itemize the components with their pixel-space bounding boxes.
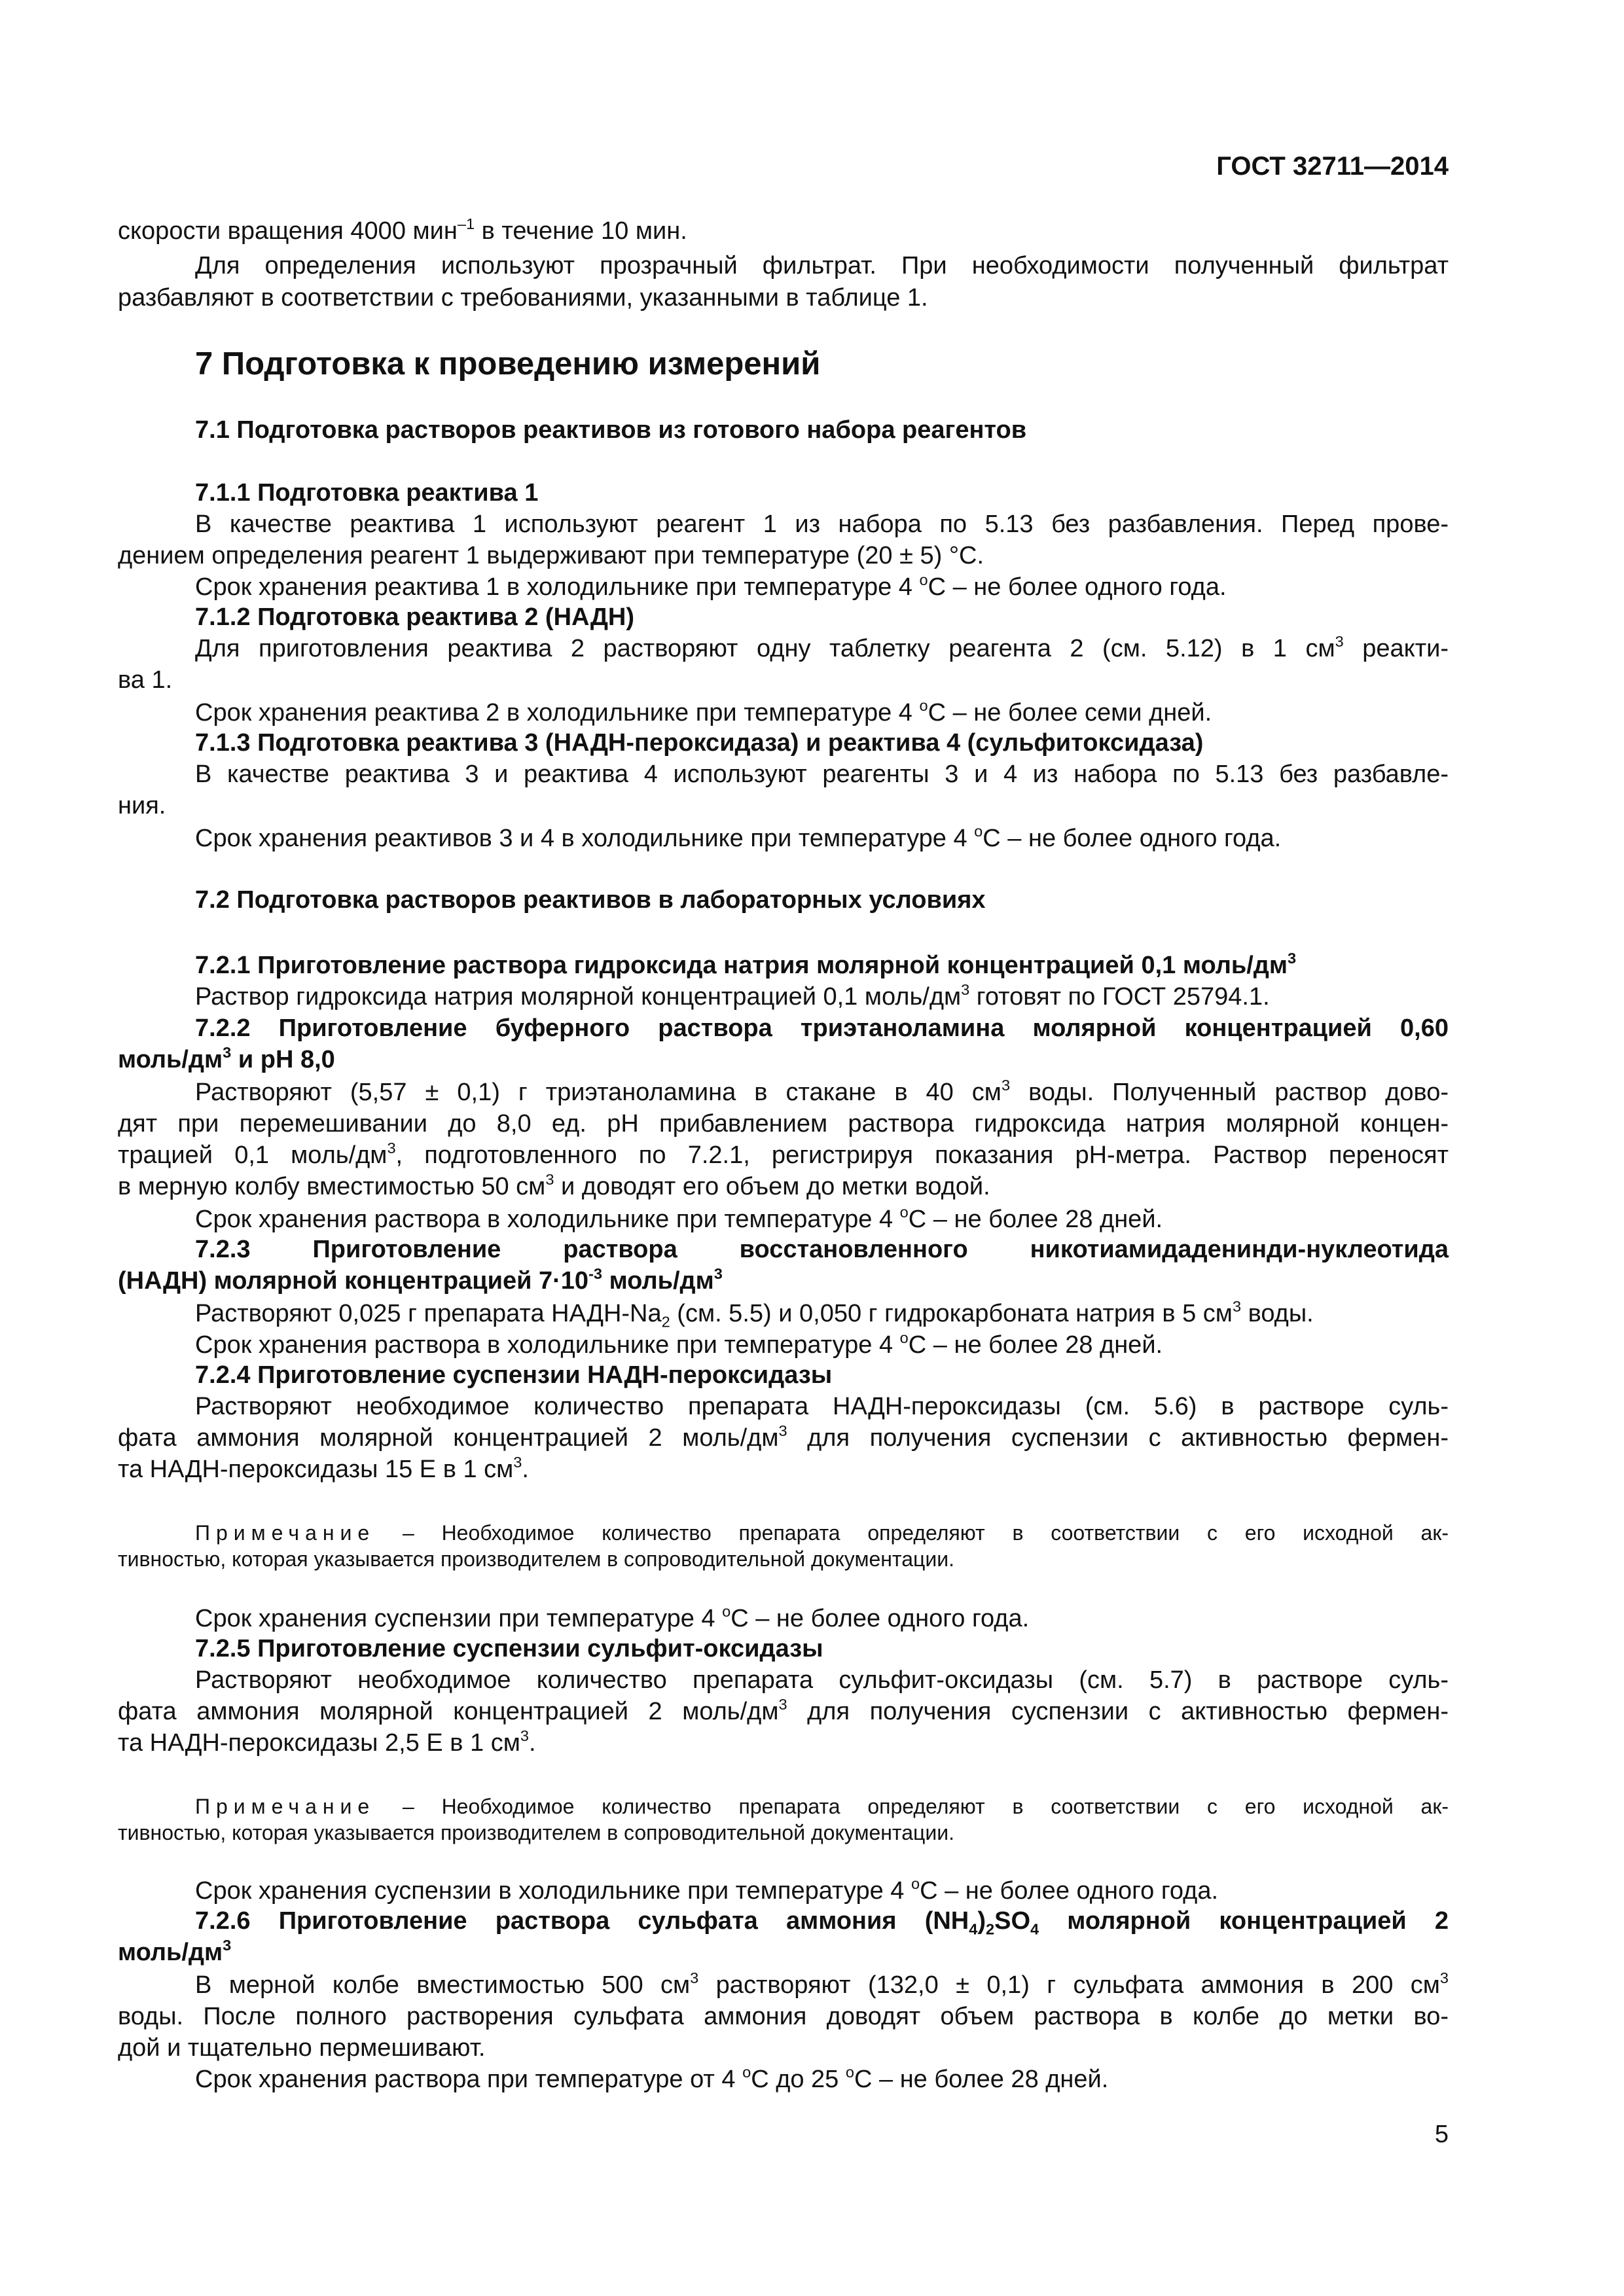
text: моль/дм	[118, 1046, 223, 1073]
text: и рН 8,0	[231, 1046, 335, 1073]
text: трацией 0,1 моль/дм	[118, 1141, 388, 1169]
subscript: 2	[986, 1920, 995, 1938]
text: молярной концентрацией 2	[1039, 1907, 1449, 1935]
text: в мерную колбу вместимостью 50 см	[118, 1173, 546, 1200]
paragraph-line: Растворяют необходимое количество препарата сульфит-оксидазы (см. 5.7) в растворе суль-	[195, 1666, 1449, 1694]
text: С – не более 28 дней.	[908, 1331, 1163, 1359]
superscript: 3	[1288, 950, 1297, 967]
text: для получения суспензии с активностью фермен-	[787, 1698, 1449, 1725]
superscript: 3	[778, 1696, 787, 1713]
paragraph-line: ния.	[118, 792, 166, 819]
text: Срок хранения раствора в холодильнике при температуре 4	[195, 1206, 900, 1233]
superscript: –1	[457, 215, 475, 233]
text: С – не более одного года.	[920, 1877, 1219, 1905]
clause-heading: 7.1.1 Подготовка реактива 1	[195, 479, 539, 507]
subsection-heading: 7.2 Подготовка растворов реактивов в лабораторных условиях	[195, 886, 986, 914]
text: раствора	[563, 1236, 677, 1263]
paragraph-line	[195, 1330, 1163, 1360]
text: – Необходимое количество препарата определяют в соответствии с его исходной ак-	[375, 1795, 1449, 1818]
text: С – не более семи дней.	[928, 699, 1212, 726]
clause-heading	[195, 1906, 1449, 1936]
subscript: 4	[969, 1920, 978, 1938]
superscript: 3	[1439, 1969, 1449, 1987]
paragraph-line: ва 1.	[118, 666, 173, 694]
text: и доводят его объем до метки водой.	[554, 1173, 990, 1200]
clause-heading: 7.2.5 Приготовление суспензии сульфит-оксидазы	[195, 1635, 823, 1662]
intro-text: в течение 10 мин.	[475, 217, 687, 245]
intro-line	[118, 216, 687, 246]
superscript: 3	[713, 1265, 723, 1283]
superscript: 3	[520, 1727, 529, 1745]
paragraph-line	[195, 698, 1212, 728]
intro-text: скорости вращения 4000 мин	[118, 217, 458, 245]
paragraph-line: дением определения реагент 1 выдерживают при температуре (20 ± 5) °С.	[118, 542, 984, 569]
text: Для приготовления реактива 2 растворяют одну таблетку реагента 2 (см. 5.12) в 1 см	[195, 635, 1335, 662]
note-line: тивностью, которая указывается производителем в сопроводительной документации.	[118, 1821, 954, 1844]
text: С – не более одного года.	[983, 825, 1282, 852]
paragraph-line: дой и тщательно пермешивают.	[118, 2034, 486, 2062]
text: для получения суспензии с активностью фермен-	[787, 1424, 1449, 1452]
text: воды. Полученный раствор дово-	[1010, 1079, 1449, 1106]
paragraph-line	[195, 634, 1449, 664]
superscript: -3	[588, 1265, 603, 1283]
degree-mark: о	[899, 1329, 909, 1347]
subscript: 2	[661, 1313, 670, 1331]
paragraph-line	[118, 1140, 1449, 1170]
section-heading: 7 Подготовка к проведению измерений	[195, 346, 821, 382]
superscript: 3	[387, 1139, 396, 1157]
paragraph-line	[118, 1423, 1449, 1453]
paragraph-line: Для определения используют прозрачный фильтрат. При необходимости полученный фильтрат	[195, 252, 1449, 279]
page-number: 5	[1434, 2121, 1449, 2148]
note-line: тивностью, которая указывается производителем в сопроводительной документации.	[118, 1547, 954, 1571]
text: (см. 5.5) и 0,050 г гидрокарбоната натрия в 5 см	[670, 1300, 1233, 1327]
note-label: Примечание	[195, 1521, 376, 1545]
paragraph-line	[195, 1970, 1449, 2000]
text: готовят по ГОСТ 25794.1.	[969, 983, 1270, 1011]
text: та НАДН-пероксидазы 15 Е в 1 см	[118, 1456, 514, 1483]
paragraph-line	[195, 1876, 1218, 1906]
degree-mark: о	[742, 2064, 751, 2081]
paragraph-line	[195, 1604, 1029, 1634]
superscript: 3	[1001, 1077, 1011, 1094]
text: Срок хранения раствора при температуре от 4	[195, 2066, 743, 2093]
text: 7.2.1 Приготовление раствора гидроксида натрия молярной концентрацией 0,1 моль/дм	[195, 952, 1288, 979]
paragraph-line: В качестве реактива 3 и реактива 4 используют реагенты 3 и 4 из набора по 5.13 без разбавле-	[195, 761, 1449, 788]
clause-heading	[195, 1234, 1449, 1265]
text: С – не более 28 дней.	[908, 1206, 1163, 1233]
text: Раствор гидроксида натрия молярной концентрацией 0,1 моль/дм	[195, 983, 962, 1011]
superscript: 3	[690, 1969, 699, 1987]
text: фата аммония молярной концентрацией 2 моль/дм	[118, 1698, 779, 1725]
text: – Необходимое количество препарата определяют в соответствии с его исходной ак-	[375, 1521, 1449, 1545]
text: Срок хранения суспензии в холодильнике при температуре 4	[195, 1877, 911, 1905]
degree-mark: о	[899, 1204, 909, 1221]
text: С до 25	[751, 2066, 846, 2093]
text: С – не более одного года.	[731, 1605, 1030, 1632]
paragraph-line: разбавляют в соответствии с требованиями, указанными в таблице 1.	[118, 284, 928, 312]
note-line	[195, 1520, 1449, 1546]
text: растворяют (132,0 ± 0,1) г сульфата аммония в 200 см	[698, 1971, 1440, 1999]
document-code-header: ГОСТ 32711—2014	[1216, 152, 1449, 181]
superscript: 3	[1232, 1298, 1242, 1316]
clause-heading	[118, 1045, 335, 1075]
clause-heading	[195, 950, 1296, 980]
clause-heading: 7.2.2 Приготовление буферного раствора триэтаноламина молярной концентрацией 0,60	[195, 1014, 1449, 1042]
subsection-heading: 7.1 Подготовка растворов реактивов из готового набора реагентов	[195, 416, 1027, 444]
paragraph-line	[118, 1728, 536, 1758]
text: 7.2.6 Приготовление раствора сульфата аммония (NH	[195, 1907, 969, 1935]
text: Растворяют 0,025 г препарата НАДН-Na	[195, 1300, 662, 1327]
text: С – не более 28 дней.	[854, 2066, 1109, 2093]
paragraph-line: Растворяют необходимое количество препарата НАДН-пероксидазы (см. 5.6) в растворе суль-	[195, 1393, 1449, 1420]
paragraph-line	[118, 1454, 529, 1484]
degree-mark: о	[974, 823, 983, 840]
text: .	[522, 1456, 529, 1483]
text: восстановленного	[739, 1236, 968, 1263]
superscript: 3	[545, 1171, 554, 1189]
paragraph-line	[195, 1299, 1314, 1329]
text: воды.	[1241, 1300, 1314, 1327]
text: реакти-	[1343, 635, 1449, 662]
paragraph-line	[195, 1077, 1449, 1107]
paragraph-line	[195, 572, 1227, 602]
text: никотиамидаденинди-нуклеотида	[1030, 1236, 1449, 1263]
text: )	[977, 1907, 986, 1935]
degree-mark: о	[911, 1875, 920, 1893]
text: Срок хранения реактива 1 в холодильнике при температуре 4	[195, 573, 920, 601]
text: .	[528, 1729, 536, 1757]
text: моль/дм	[118, 1939, 223, 1966]
paragraph-line	[195, 823, 1281, 853]
text: Приготовление	[312, 1236, 501, 1263]
degree-mark: о	[845, 2064, 854, 2081]
clause-heading: 7.2.4 Приготовление суспензии НАДН-пероксидазы	[195, 1361, 833, 1389]
text: Срок хранения суспензии при температуре 4	[195, 1605, 723, 1632]
paragraph-line	[195, 982, 1270, 1012]
text: фата аммония молярной концентрацией 2 моль/дм	[118, 1424, 779, 1452]
paragraph-line	[195, 1204, 1163, 1234]
superscript: 3	[223, 1044, 232, 1062]
degree-mark: о	[919, 697, 928, 715]
paragraph-line: дят при перемешивании до 8,0 ед. рН прибавлением раствора гидроксида натрия молярной концен-	[118, 1110, 1449, 1138]
note-line	[195, 1793, 1449, 1820]
text: Срок хранения раствора в холодильнике при температуре 4	[195, 1331, 900, 1359]
subscript: 4	[1030, 1920, 1039, 1938]
text: моль/дм	[602, 1267, 714, 1295]
text: та НАДН-пероксидазы 2,5 Е в 1 см	[118, 1729, 520, 1757]
paragraph-line	[118, 1696, 1449, 1727]
text: С – не более одного года.	[928, 573, 1227, 601]
text: 7.2.3	[195, 1236, 251, 1263]
text: (НАДН) молярной концентрацией 7·10	[118, 1267, 589, 1295]
clause-heading	[118, 1937, 231, 1967]
degree-mark: о	[722, 1603, 731, 1621]
text: Срок хранения реактивов 3 и 4 в холодильнике при температуре 4	[195, 825, 975, 852]
text: , подготовленного по 7.2.1, регистрируя показания рН-метра. Раствор переносят	[395, 1141, 1449, 1169]
text: В мерной колбе вместимостью 500 см	[195, 1971, 691, 1999]
paragraph-line	[195, 2064, 1108, 2094]
clause-heading	[118, 1266, 723, 1296]
paragraph-line	[118, 1172, 990, 1202]
superscript: 3	[513, 1454, 522, 1471]
paragraph-line: В качестве реактива 1 используют реагент 1 из набора по 5.13 без разбавления. Перед прове-	[195, 511, 1449, 538]
clause-heading: 7.1.2 Подготовка реактива 2 (НАДН)	[195, 603, 635, 631]
superscript: 3	[778, 1422, 787, 1440]
clause-heading: 7.1.3 Подготовка реактива 3 (НАДН-пероксидаза) и реактива 4 (сульфитоксидаза)	[195, 729, 1204, 757]
superscript: 3	[961, 981, 970, 999]
degree-mark: о	[919, 571, 928, 589]
paragraph-line: воды. После полного растворения сульфата аммония доводят объем раствора в колбе до метки во-	[118, 2003, 1449, 2030]
text: Срок хранения реактива 2 в холодильнике при температуре 4	[195, 699, 920, 726]
superscript: 3	[1335, 633, 1344, 651]
superscript: 3	[223, 1937, 232, 1954]
text: SO	[994, 1907, 1031, 1935]
note-label: Примечание	[195, 1795, 376, 1818]
text: Растворяют (5,57 ± 0,1) г триэтаноламина в стакане в 40 см	[195, 1079, 1001, 1106]
